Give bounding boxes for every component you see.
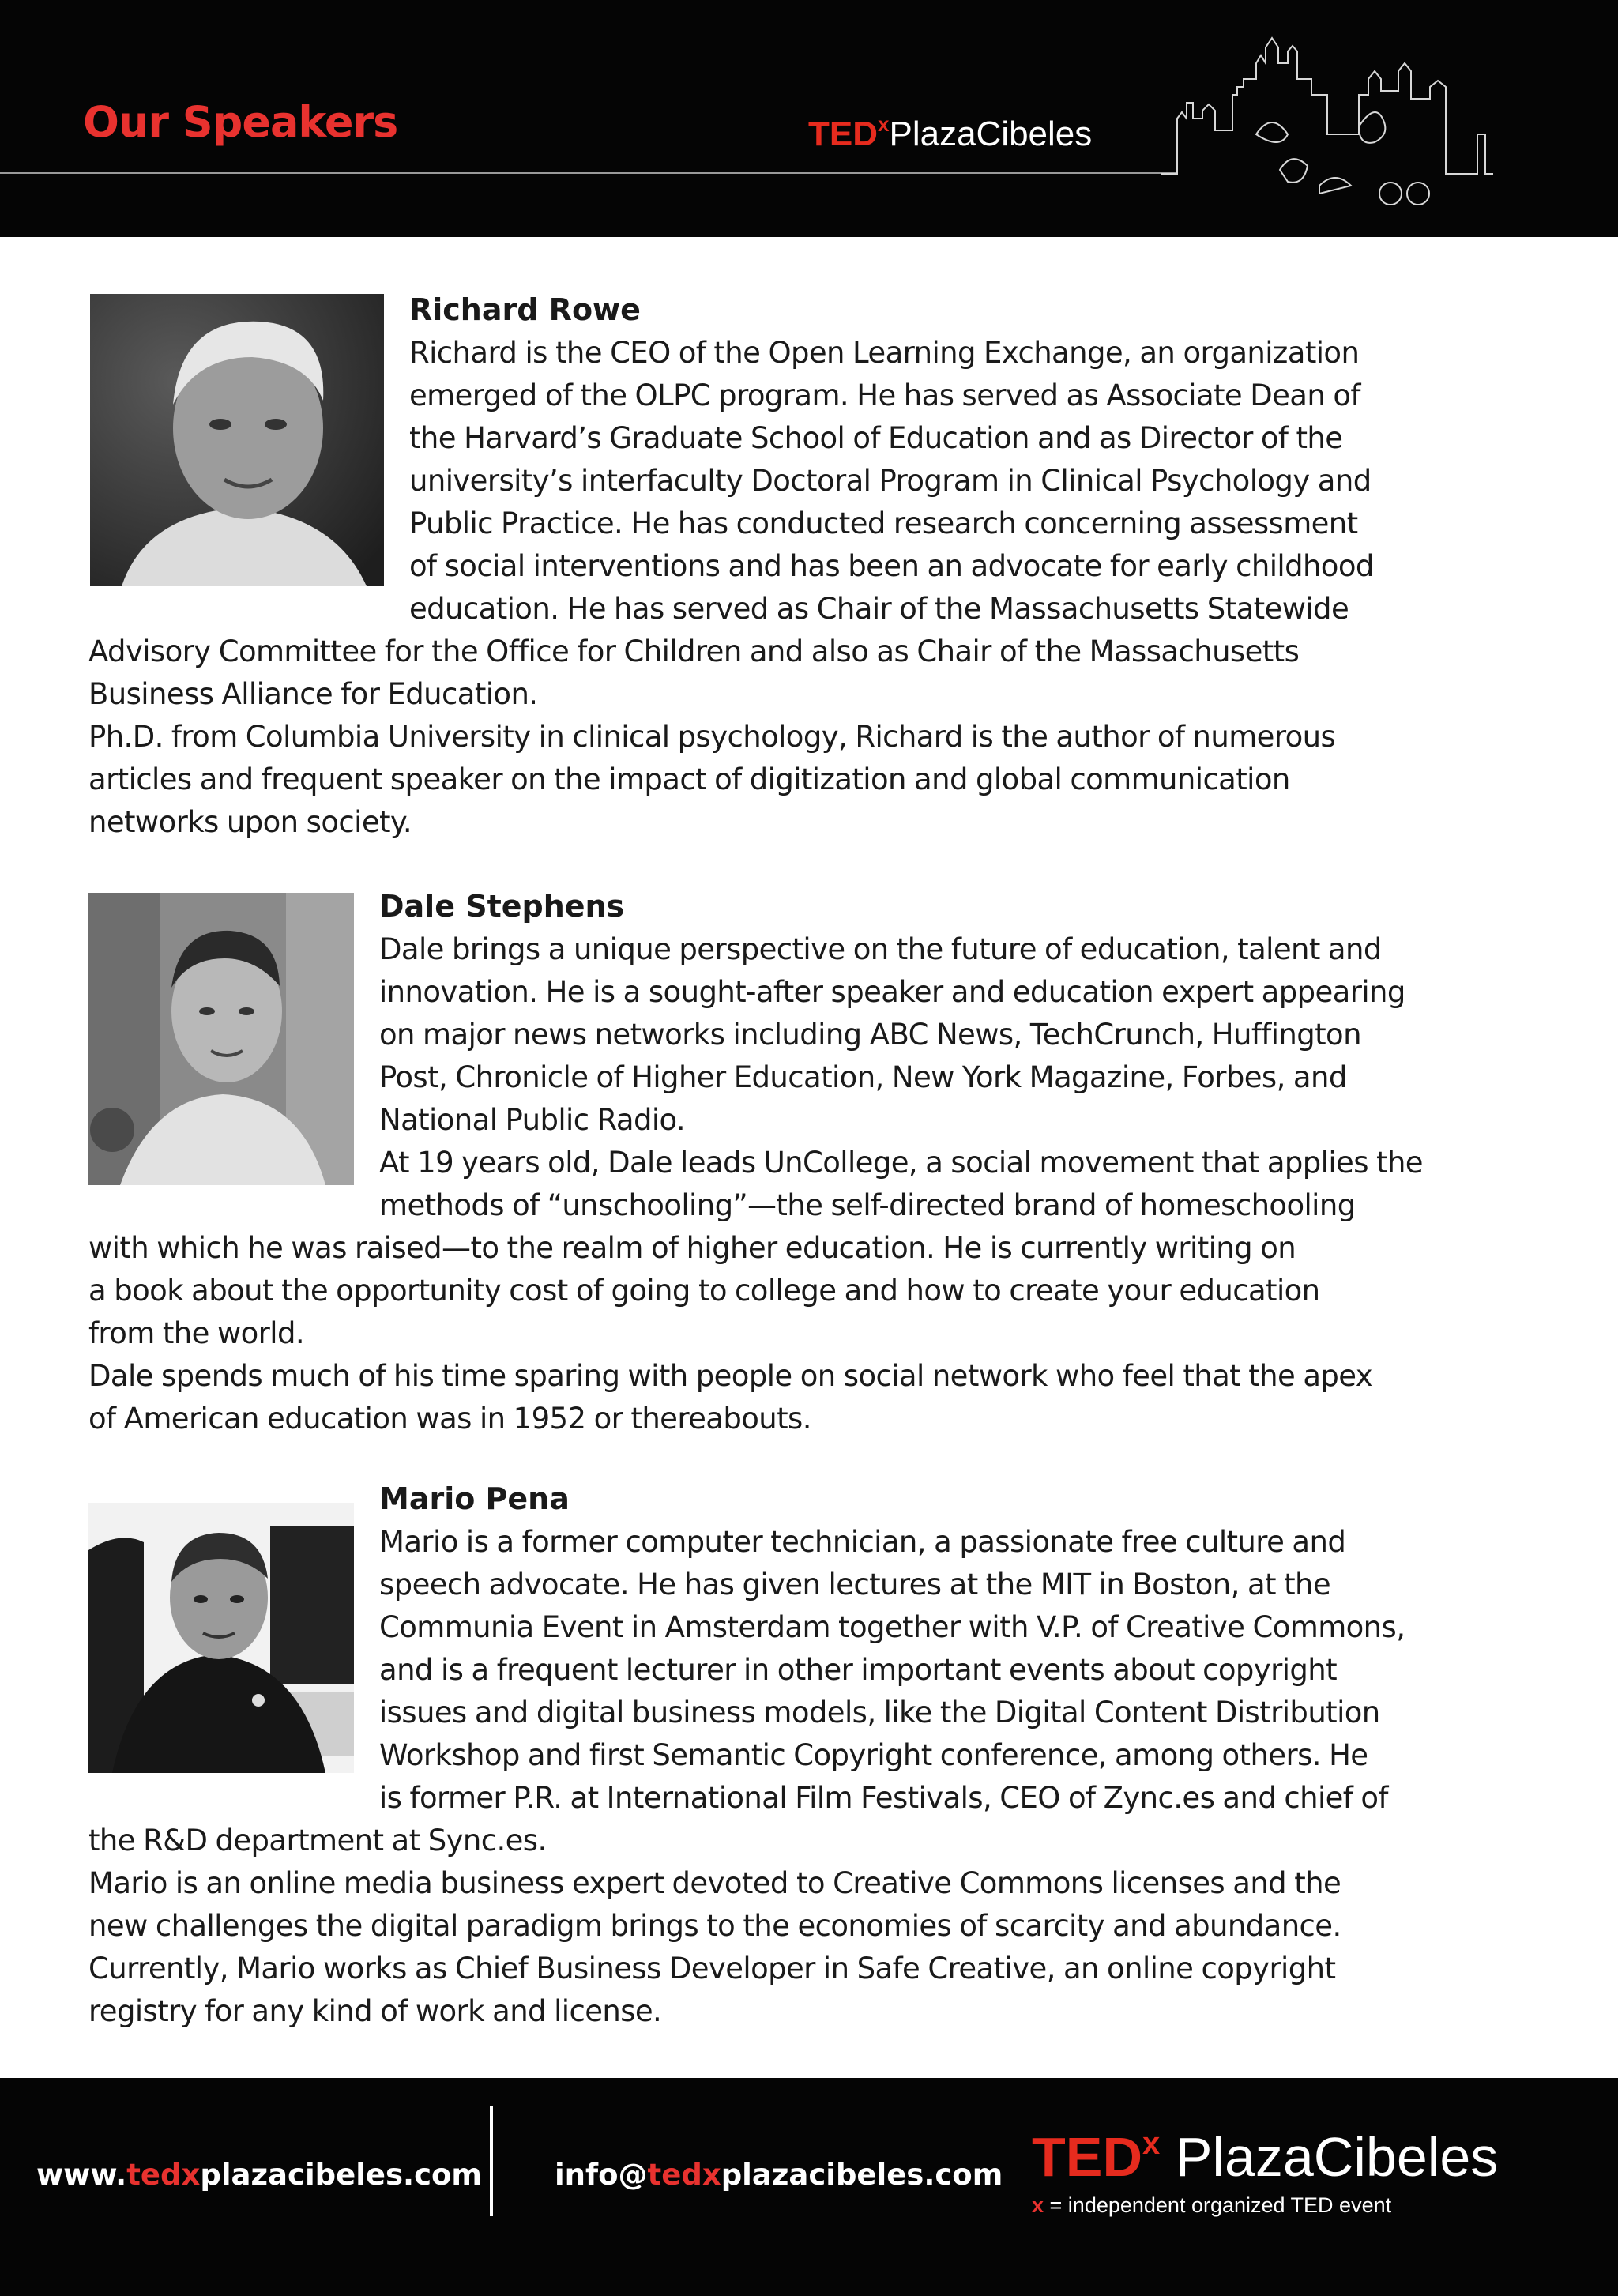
bio-line: Ph.D. from Columbia University in clinical psychology, Richard is the author of numerous bbox=[88, 720, 1336, 754]
bio-line: National Public Radio. bbox=[379, 1103, 686, 1137]
email-highlight: tedx bbox=[647, 2158, 721, 2192]
bio-line: issues and digital business models, like the Digital Content Distribution bbox=[379, 1696, 1380, 1730]
site-prefix: www. bbox=[36, 2158, 127, 2192]
logo-name: PlazaCibeles bbox=[889, 115, 1093, 153]
portrait-icon bbox=[88, 1503, 354, 1773]
footer-tagline bbox=[1032, 2193, 1391, 2218]
cibeles-skyline-icon bbox=[1161, 16, 1493, 221]
footer-divider bbox=[490, 2106, 493, 2216]
header-logo bbox=[808, 107, 1092, 169]
website-link[interactable] bbox=[36, 2155, 482, 2195]
bio-line: registry for any kind of work and license. bbox=[88, 1994, 662, 2028]
bio-line: the R&D department at Sync.es. bbox=[88, 1824, 547, 1858]
speaker-name: Mario Pena bbox=[379, 1481, 570, 1516]
bio-line: the Harvard’s Graduate School of Education and as Director of the bbox=[409, 421, 1343, 455]
bio-line: Currently, Mario works as Chief Business Developer in Safe Creative, an online copyright bbox=[88, 1952, 1336, 1985]
bio-line: Mario is a former computer technician, a passionate free culture and bbox=[379, 1525, 1346, 1559]
bio-line: with which he was raised—to the realm of higher education. He is currently writing on bbox=[88, 1231, 1296, 1265]
header bbox=[0, 0, 1618, 237]
bio-line: Dale brings a unique perspective on the future of education, talent and bbox=[379, 932, 1382, 966]
logo-ted: TED bbox=[808, 115, 878, 153]
bio-line: university’s interfaculty Doctoral Program in Clinical Psychology and bbox=[409, 464, 1372, 498]
bio-line: is former P.R. at International Film Festivals, CEO of Zync.es and chief of bbox=[379, 1781, 1388, 1815]
bio-line: innovation. He is a sought-after speaker and education expert appearing bbox=[379, 975, 1405, 1009]
logo-name: PlazaCibeles bbox=[1160, 2126, 1499, 2188]
speaker-name: Richard Rowe bbox=[409, 292, 641, 327]
logo-x: x bbox=[1142, 2126, 1161, 2161]
portrait-icon bbox=[90, 294, 384, 586]
bio-line: Communia Event in Amsterdam together with V.P. of Creative Commons, bbox=[379, 1610, 1405, 1644]
bio-line: Public Practice. He has conducted research concerning assessment bbox=[409, 506, 1358, 540]
bio-line: of social interventions and has been an advocate for early childhood bbox=[409, 549, 1374, 583]
tagline-x: x bbox=[1032, 2193, 1044, 2217]
bio-line: from the world. bbox=[88, 1316, 304, 1350]
bio-line: Business Alliance for Education. bbox=[88, 677, 538, 711]
speaker-photo-dale-stephens bbox=[88, 893, 354, 1185]
bio-line: emerged of the OLPC program. He has served as Associate Dean of bbox=[409, 378, 1360, 412]
bio-line: methods of “unschooling”—the self-directed brand of homeschooling bbox=[379, 1188, 1356, 1222]
bio-line: new challenges the digital paradigm brings to the economies of scarcity and abundance. bbox=[88, 1909, 1341, 1943]
bio-line: Mario is an online media business expert devoted to Creative Commons licenses and the bbox=[88, 1866, 1341, 1900]
email-prefix: info@ bbox=[555, 2158, 648, 2192]
bio-line: networks upon society. bbox=[88, 805, 412, 839]
speaker-photo-mario-pena bbox=[88, 1503, 354, 1773]
footer-logo bbox=[1032, 2125, 1498, 2204]
email-link[interactable] bbox=[555, 2155, 1003, 2195]
tagline-text: = independent organized TED event bbox=[1044, 2193, 1392, 2217]
bio-line: on major news networks including ABC News, TechCrunch, Huffington bbox=[379, 1018, 1361, 1052]
speaker-name: Dale Stephens bbox=[379, 889, 625, 924]
bio-line: education. He has served as Chair of the Massachusetts Statewide bbox=[409, 592, 1349, 626]
bio-line: Richard is the CEO of the Open Learning Exchange, an organization bbox=[409, 336, 1360, 370]
bio-line: articles and frequent speaker on the impact of digitization and global communication bbox=[88, 762, 1290, 796]
logo-x: x bbox=[878, 112, 890, 136]
site-highlight: tedx bbox=[126, 2158, 201, 2192]
site-suffix: plazacibeles.com bbox=[200, 2158, 482, 2192]
bio-line: speech advocate. He has given lectures at the MIT in Boston, at the bbox=[379, 1568, 1331, 1602]
speaker-photo-richard-rowe bbox=[90, 294, 384, 586]
bio-line: of American education was in 1952 or thereabouts. bbox=[88, 1402, 811, 1436]
bio-line: Workshop and first Semantic Copyright conference, among others. He bbox=[379, 1738, 1368, 1772]
bio-line: At 19 years old, Dale leads UnCollege, a social movement that applies the bbox=[379, 1146, 1423, 1180]
header-divider bbox=[0, 172, 1177, 174]
bio-line: and is a frequent lecturer in other important events about copyright bbox=[379, 1653, 1338, 1687]
page-title: Our Speakers bbox=[83, 97, 398, 147]
bio-line: Advisory Committee for the Office for Children and also as Chair of the Massachusetts bbox=[88, 634, 1300, 668]
bio-line: a book about the opportunity cost of going to college and how to create your education bbox=[88, 1274, 1320, 1308]
bio-line: Dale spends much of his time sparing with people on social network who feel that the apex bbox=[88, 1359, 1373, 1393]
email-suffix: plazacibeles.com bbox=[721, 2158, 1003, 2192]
logo-ted: TED bbox=[1032, 2126, 1142, 2188]
bio-line: Post, Chronicle of Higher Education, New York Magazine, Forbes, and bbox=[379, 1060, 1347, 1094]
portrait-icon bbox=[88, 893, 354, 1185]
footer bbox=[0, 2078, 1618, 2296]
